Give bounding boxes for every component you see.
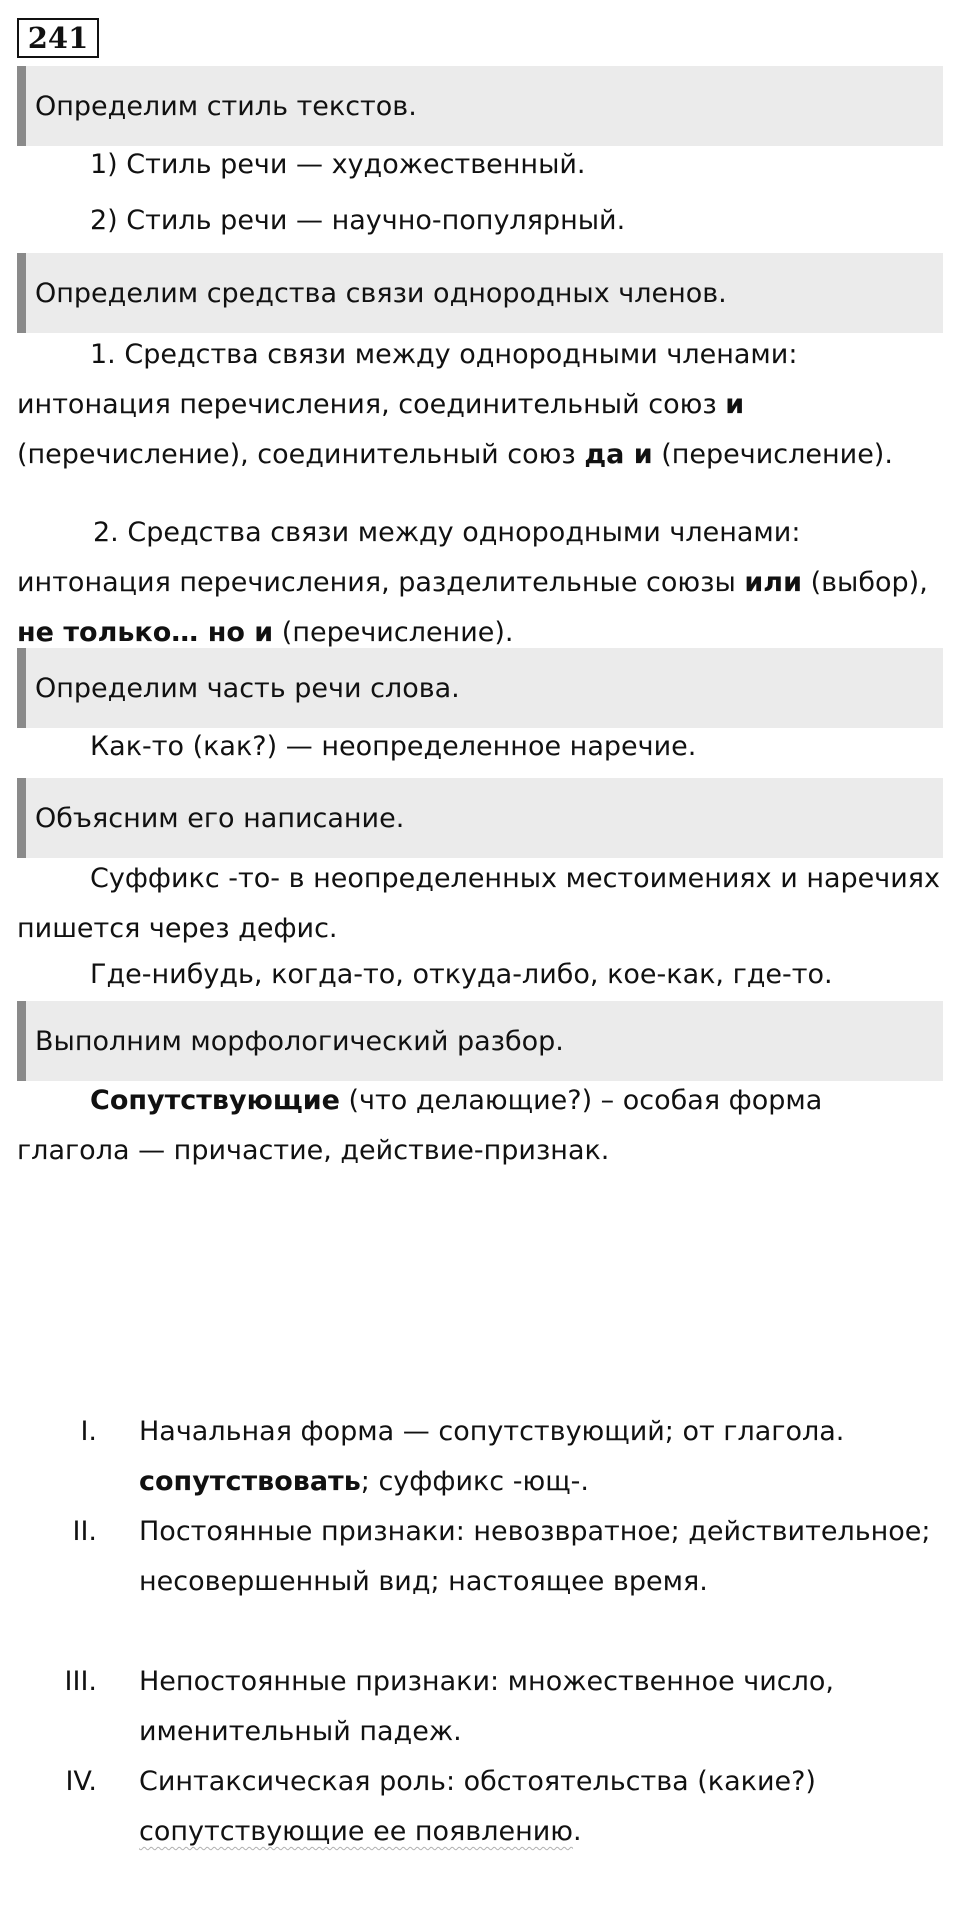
section-banner-morphology	[17, 1001, 943, 1081]
links-p1-text-a: 1. Средства связи между однородными членами: интонация перечисления, соединительный союз	[17, 339, 798, 420]
links-p1-bold-1: и	[725, 389, 745, 420]
list-item	[17, 1407, 943, 1507]
section-banner-spelling	[17, 778, 943, 858]
spelling-examples: Где-нибудь, когда-то, откуда-либо, кое-как, где-то.	[90, 959, 833, 990]
morph-intro-rest: (что делающие?) – особая форма глагола — причастие, действие-признак.	[17, 1085, 823, 1166]
links-p2-text-c: (выбор),	[802, 567, 928, 598]
item-4-text-b: .	[573, 1816, 582, 1847]
links-p2-text-a: 2. Средства связи между однородными членами: интонация перечисления, разделительные союзы	[17, 517, 801, 598]
banner-text: Определим стиль текстов.	[35, 90, 417, 122]
part-of-speech-line: Как-то (как?) — неопределенное наречие.	[90, 731, 697, 762]
list-item-number: III.	[64, 1666, 97, 1697]
section-banner-style	[17, 66, 943, 146]
links-p2-text-d: (перечисление).	[273, 617, 514, 648]
links-paragraph-1	[17, 330, 943, 480]
links-p1-text-c: (перечисление), соединительный союз	[17, 439, 585, 470]
list-item	[17, 1757, 943, 1857]
item-1-bold: сопутствовать	[139, 1466, 361, 1497]
item-1-text-b: ; суффикс -ющ-.	[360, 1466, 589, 1497]
style-line-1: 1) Стиль речи — художественный.	[90, 149, 586, 180]
links-p2-bold-2: не только… но и	[17, 617, 274, 648]
list-item-text: Постоянные признаки: невозвратное; действительное; несовершенный вид; настоящее время.	[139, 1516, 931, 1597]
section-banner-links	[17, 253, 943, 333]
list-item-text	[139, 1757, 943, 1857]
banner-text: Определим часть речи слова.	[35, 672, 460, 704]
list-item-number: II.	[72, 1516, 97, 1547]
task-number-box	[17, 18, 99, 58]
links-p2-bold-1: или	[744, 567, 803, 598]
morph-list	[17, 1407, 943, 1857]
item-4-underlined-phrase: сопутствующие ее появлению	[139, 1816, 574, 1847]
banner-text: Объясним его написание.	[35, 802, 405, 834]
morph-intro-bold: Сопутствующие	[90, 1085, 340, 1116]
spelling-paragraph: Суффикс -то- в неопределенных местоимениях и наречиях пишется через дефис.	[17, 863, 941, 944]
style-line-2: 2) Стиль речи — научно-популярный.	[90, 205, 626, 236]
list-item	[17, 1507, 943, 1657]
list-item-text	[139, 1407, 943, 1507]
banner-text: Определим средства связи однородных членов.	[35, 277, 727, 309]
list-item-text: Непостоянные признаки: множественное число, именительный падеж.	[139, 1666, 834, 1747]
morph-intro	[17, 1076, 943, 1176]
item-1-text-a: Начальная форма — сопутствующий; от глагола.	[139, 1416, 845, 1447]
links-p1-bold-2: да и	[584, 439, 653, 470]
banner-text: Выполним морфологический разбор.	[35, 1025, 564, 1057]
list-item-number: I.	[80, 1416, 97, 1447]
item-4-text-a: Синтаксическая роль: обстоятельства (какие?)	[139, 1766, 816, 1797]
task-number: 241	[27, 20, 89, 55]
links-p1-text-d: (перечисление).	[652, 439, 893, 470]
list-item	[17, 1657, 943, 1757]
list-item-number: IV.	[65, 1766, 97, 1797]
links-paragraph-2	[17, 508, 943, 658]
section-banner-part-of-speech	[17, 648, 943, 728]
